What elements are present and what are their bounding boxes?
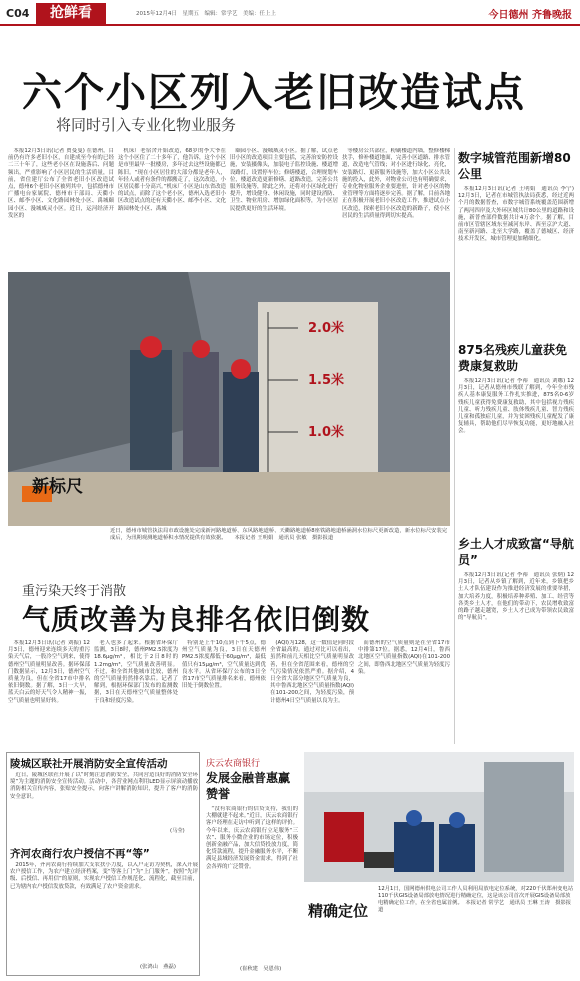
urban-mgmt-headline: 数字城管范围新增80公里	[458, 151, 571, 181]
air-article-col2: 老人也多了起来。根据省环保厅监测，3日8时，德州PM2.5浓度为18.6μg/m³，相比于2日8时的1.2mg/m³，空气质量改善明显。不过，和全省其他城市比较，德州的空气质量仍然排名靠后。记者了解到，根据环保部门发布的监测数据，3日在天德州空气质量整体处于良和轻度污染。	[94, 640, 178, 704]
bank-article: “没有农商银行的信贷支持，我们的大棚就建不起来。”近日，庆云农商银行客户经理在走访中听到了这样的评价。今年以来，庆云农商银行立足服务“三农”、服务小微企业的市场定位，积极创新金融产品，加大信贷投放力度，简化贷款流程，提升金融服务水平，不断满足县域经济发展资金需求，得到了社会各界的广泛赞誉。	[206, 806, 298, 870]
substation-scene	[304, 752, 574, 882]
lead-article-col1: 本报12月3日讯(记者 贾曼曼) 在德州，目前仍有许多老旧小区，自建成至今有的已经二三十年了，这些老小区在设施落后、问题频出，严重影响了小区居民的生活质量，目前，省住建厅公布了全省老旧小区改造试点，德州6个老旧小区被列其中，包括德州市广播电台家属院、德州市干部局、天衢小区、邮李小区、文化路园林处小区、禹城颐园小区、漫城威灵小区。近日，运河经济开发区的	[8, 148, 114, 219]
fire-safety-article: 近日，陵城区联社开展了以“时刻注意消防安全，共同营造良好的消防安全环境”为主题的消防安全宣传活动。活动中，各营业网点利用LED显示屏滚动播放消防相关宣传内容，张贴安全提示，向客户讲解消防知识，提升了客户的消防安全意识。	[10, 772, 198, 800]
substation-photo	[304, 752, 574, 882]
photo2-caption: 12月1日，国网德州供电公司工作人员利用局放电定位系统，对220千伏郑州变电站110千伏GIS设备局部放电情况进行精确定位，这是该公司首次开展GIS设备局部放电精确定位工作，在全省也属首例。 本报记者 常学艺 通讯员 王琳 王涛 摄影报道	[378, 886, 574, 913]
photo-caption: 近日，德州市城管执法局市政设施处完成新河路地道桥、东风路地道桥、天衢路地道桥8座铁路地道桥涵洞水位标尺更新改造，新水位标尺安装完成后，为汛期观测地道桥积水情况提供有效依据。 本报记者 王明娟 通讯员 张敏 摄影报道	[110, 528, 450, 556]
page-number: C04	[6, 7, 30, 20]
fire-safety-byline: (马莹)	[170, 828, 185, 834]
air-article-col4: (AQI)为128，这一数值是同时段全省最高的。通过对比可以看出，虽然和前几天相比空气质量明显改善，但在全省范围来看，德州的空气污染情况依然严重。据介绍，4日全省大部分地区空气质量为良，其中鲁西北地区空气质量指数(AQI)在101-200之间，为轻度污染，预计德州4日空气质量以良为主。	[270, 640, 354, 704]
section-tab: 抢鲜看	[36, 3, 106, 24]
lead-article-col3: 颐园小区、漫城威灵小区。据了解，试点老旧小区的改造项目主要包括，完善治安防控设施，安装摄像头，加装电子监控设施、楼道增设路灯，设置停车位；修缮楼道，合理规划车位，楼道改造更新修缮、道路改造，完善公共服务设施等，除此之外，还将对小区绿化进行提升，增设健身、休闲设施，同时建设消防、卫生、物业用房、增加绿化面积等，为小区居民提供更好的生活环境。	[230, 148, 338, 212]
bank-kicker: 庆云农商银行	[206, 759, 261, 769]
column-divider	[454, 148, 455, 744]
child-rehab-headline: 875名残疾儿童获免费康复救助	[458, 343, 568, 373]
svg-text:1.5米: 1.5米	[308, 373, 345, 388]
bank-headline: 发展金融普惠赢赞誉	[206, 771, 291, 801]
lead-subheadline: 将同时引入专业化物业服务	[56, 116, 237, 134]
bank-byline: (崔秋建 吴恩伟)	[240, 966, 282, 972]
qihe-credit-byline: (张鸿山 燕磊)	[140, 964, 176, 970]
tunnel-photo	[8, 272, 450, 526]
air-article-col1: 本报12月3日讯(记者 刘振) 12月3日，德州迎来连续多天的重污染天气后，一股冷空气到来，使得德州空气质量明显改善。据环保部门数据显示，12月3日，德州空气质量为良，但在全省17市中排名依旧倒数。据了解，3日一大早，蓝天白云的好天气令人精神一振，空气质量也明显好转。	[8, 640, 90, 704]
rural-talent-headline: 乡土人才成致富“导航员”	[458, 537, 574, 567]
lead-headline: 六个小区列入老旧改造试点	[22, 70, 526, 116]
svg-text:1.0米: 1.0米	[308, 425, 345, 440]
qihe-credit-headline: 齐河农商行农户授信不再“等”	[10, 848, 150, 860]
photo2-label: 精确定位	[308, 902, 369, 920]
fire-safety-headline: 陵城区联社开展消防安全宣传活动	[10, 758, 168, 770]
rural-talent-article: 本报12月3日讯(记者 李裕 通讯员 张炳) 12月3日，记者从乡镇了解到，近年来，乡镇把乡土人才队伍建设作为推进经济发展的重要举措，加大培养力度，积极培养种养殖、加工、经营等各类乡土人才，在他们的带动下，农民增收致富的路子越走越宽，乡土人才已成为带领农民致富的“导航员”。	[458, 572, 574, 622]
urban-mgmt-article: 本报12月3日讯(记者 王明娟 通讯员 李宁) 12月3日，记者在市城管执法局获悉，经过近两个月的数据普查，市数字城管系统覆盖范围新增了两河四岸及大外环区域共计80公里的道路和设施，新普查部件数据共计4万余个。据了解，目前市区管辖区域东至减河东岸、西至京沪大道、南至新河路、北至大学路，覆盖了德城区、经济技术开发区，城市管理更加精细化。	[458, 186, 574, 243]
air-kicker: 重污染天终于消散	[22, 584, 127, 599]
svg-text:2.0米: 2.0米	[308, 321, 345, 336]
page-meta: 2015年12月4日 星期五 编辑：常学艺 美编：任上上	[136, 11, 276, 17]
qihe-credit-article: 2015年，齐河农商行持续加大支农扶小力度，以入户走访为契机，深入开展农户授信工作，为农户建立经济档案，变“等客上门”为“上门服务”，按照“先评级、后授信、再用信”的原则，实现农户授信工作规范化、流程化，截至目前，已为辖内农户授信发放贷款，有效满足了农户资金需求。	[10, 862, 198, 890]
newspaper-logo: 今日德州 齐鲁晚报	[488, 10, 572, 21]
photo-label: 新标尺	[32, 477, 83, 497]
air-article-col5: 而德州的空气质量则是在全省17市中排第17位。据悉，12月4日，鲁西北地区空气质量指数(AQI)在101-200之间，即鲁西北地区空气质量为轻度污染。	[358, 640, 450, 675]
page-header	[0, 0, 580, 26]
lead-article-col2: 机床厂老宿舍开始改造，68岁的李大爷在这个小区住了二十多年了，他告诉，这个小区是市里最早一批楼房，多年过去这些设施都已陈旧。“现在小区居住的大部分都是老年人，年轻人或者有条件的都搬走了，这次改造，小区居民都十分高兴。”机床厂小区是山东省改造的试点，而除了这个老小区，德州入选老旧小区改造试点的还有天衢小区、邮李小区、文化路园林处小区、禹城	[118, 148, 226, 212]
air-article-col3: 特别是上午10点到下午5点，德州空气质量为良，3日在天德州PM2.5浓度都低于60μg/m³，最低值只有15μg/m³，空气质量达到优良水平。从省环保厅公布的3日全省17市空气质量排名来看，德州依旧处于倒数位置。	[182, 640, 266, 690]
lead-article-col4: 等楼房公共部位，粉刷楼道内墙，整修楼梯扶手，修补楼道地面，完善小区道路、排水管道，改造电气管线；对小区进行绿化、亮化，安装路灯、更新服务设施等，加大小区公共设施的投入，此外，对物业公司也有明确要求，专业化物业服务企业要进驻，针对老小区的物业管理等方面将逐步完善。据了解，目前各地正在积极开展老旧小区改造工作，推进试点小区改造，探索老旧小区改造的新路子，使小区居民的生活质量得到切实提高。	[342, 148, 450, 219]
air-headline: 气质改善为良排名依旧倒数	[22, 603, 371, 636]
child-rehab-article: 本报12月3日讯(记者 李裕 通讯员 刘娜) 12月3日，记者从德州市残联了解到，今年全市残疾人基本康复服务工作扎实推进，875名0-6岁残疾儿童获得免费康复救助，其中包括视力残疾儿童、听力残疾儿童、肢体残疾儿童、智力残疾儿童和孤独症儿童，并为贫困残疾儿童配发了康复辅具，帮助他们尽早恢复功能，更好地融入社会。	[458, 378, 574, 435]
